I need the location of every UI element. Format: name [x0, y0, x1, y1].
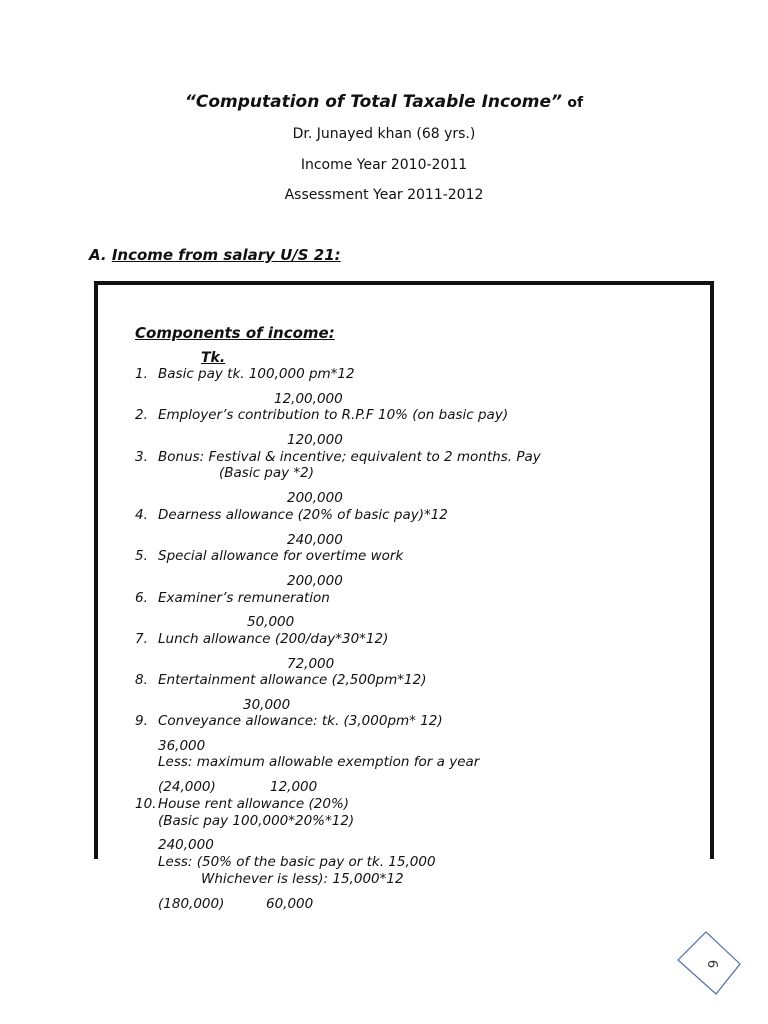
item-subtext: (Basic pay 100,000*20%*12)	[158, 813, 355, 829]
page-number: 6	[704, 959, 719, 969]
currency-label: Tk.	[201, 350, 226, 366]
item-less-continued: Whichever is less): 15,000*12	[201, 871, 404, 887]
income-year: Income Year 2010-2011	[300, 157, 468, 173]
section-heading	[89, 246, 341, 264]
item-amount: 12,00,000	[274, 391, 343, 407]
item-less: Less: maximum allowable exemption for a year	[158, 754, 480, 770]
item-amount: 120,000	[287, 432, 343, 448]
item-less-amount: (180,000)	[158, 896, 225, 912]
item-amount: 240,000	[158, 837, 214, 853]
components-heading: Components of income:	[135, 324, 335, 342]
item-less: Less: (50% of the basic pay or tk. 15,000	[158, 854, 436, 870]
item-net-amount: 12,000	[270, 779, 318, 795]
item-less-amount: (24,000)	[158, 779, 216, 795]
item-amount: 240,000	[287, 532, 343, 548]
item-amount: 200,000	[287, 490, 343, 506]
section-label: A.	[89, 246, 107, 264]
item-amount: 30,000	[243, 697, 291, 713]
page-number-badge	[676, 930, 742, 998]
item-amount: 50,000	[247, 614, 295, 630]
title-text: “Computation of Total Taxable Income”	[184, 92, 562, 112]
item-amount: 200,000	[287, 573, 343, 589]
section-title: Income from salary U/S 21:	[111, 246, 341, 264]
item-amount: 72,000	[287, 656, 335, 672]
item-amount: 36,000	[158, 738, 206, 754]
item-subtext: (Basic pay *2)	[219, 465, 315, 481]
title-suffix: of	[567, 95, 584, 111]
item-net-amount: 60,000	[266, 896, 314, 912]
assessment-year: Assessment Year 2011-2012	[284, 187, 484, 203]
document-title	[0, 92, 768, 112]
person-name: Dr. Junayed khan (68 yrs.)	[292, 126, 476, 142]
